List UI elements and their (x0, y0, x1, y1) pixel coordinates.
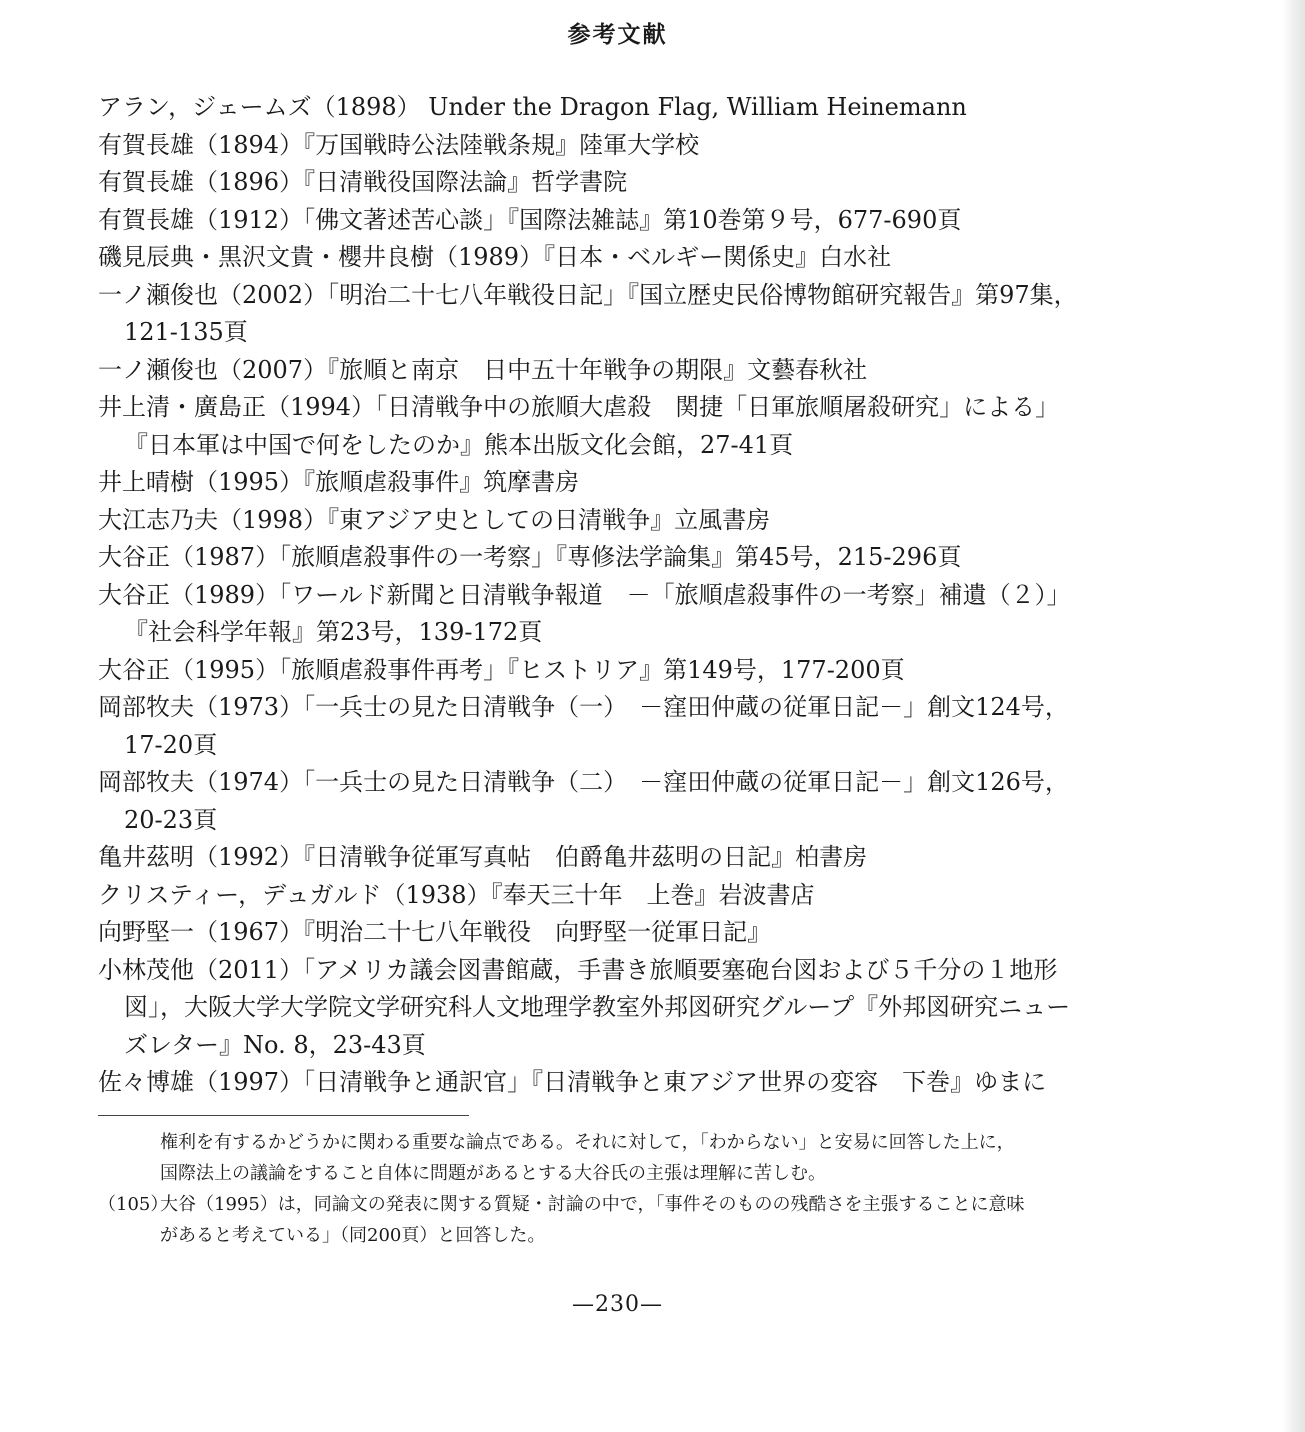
reference-entry (98, 877, 1143, 915)
page-title: 参考文献 (567, 21, 668, 48)
reference-line: 磯見辰典・黒沢文貴・櫻井良樹（1989）『日本・ベルギー関係史』白水社 (98, 243, 892, 271)
reference-entry (98, 1064, 1143, 1102)
reference-line: 図」，大阪大学大学院文学研究科人文地理学教室外邦図研究グループ『外邦図研究ニュー (124, 993, 1071, 1021)
footnote-line: があると考えている」（同200頁）と回答した。 (160, 1225, 546, 1246)
reference-line: 井上清・廣島正（1994）「日清戦争中の旅順大虐殺 関捷「日軍旅順屠殺研究」による」 (98, 393, 1060, 421)
reference-entry (98, 914, 1143, 952)
reference-line: 17-20頁 (124, 730, 218, 759)
reference-line: 『社会科学年報』第23号，139-172頁 (124, 618, 543, 646)
reference-line: 一ノ瀬俊也（2002）「明治二十七八年戦役日記」『国立歴史民俗博物館研究報告』第97集， (98, 280, 1078, 309)
reference-entry (98, 764, 1143, 839)
reference-line: 岡部牧夫（1974）「一兵士の見た日清戦争（二） －窪田仲蔵の従軍日記－」創文126号， (98, 768, 1069, 796)
reference-entry (98, 352, 1143, 390)
footnote-list (98, 1127, 1143, 1251)
reference-line: 向野堅一（1967）『明治二十七八年戦役 向野堅一従軍日記』 (98, 918, 772, 946)
reference-entry (98, 164, 1143, 202)
reference-line: 有賀長雄（1894）『万国戦時公法陸戦条規』陸軍大学校 (98, 130, 700, 159)
reference-entry (98, 502, 1143, 540)
reference-entry (98, 127, 1143, 165)
reference-entry (98, 839, 1143, 877)
reference-line: 大谷正（1987）「旅順虐殺事件の一考察」『専修法学論集』第45号，215-296頁 (98, 543, 962, 571)
reference-entry (98, 464, 1143, 502)
reference-entry (98, 539, 1143, 577)
reference-entry (98, 577, 1143, 652)
page-edge-shadow (1283, 0, 1305, 1432)
reference-line: 亀井茲明（1992）『日清戦争従軍写真帖 伯爵亀井茲明の日記』柏書房 (98, 843, 868, 871)
reference-entry (98, 202, 1143, 240)
footnote (98, 1127, 1143, 1189)
footnote-line: 国際法上の議論をすること自体に問題があるとする大谷氏の主張は理解に苦しむ。 (160, 1163, 826, 1184)
reference-entry (98, 89, 1143, 127)
reference-line: 大江志乃夫（1998）『東アジア史としての日清戦争』立風書房 (98, 505, 771, 534)
reference-entry (98, 389, 1143, 464)
footnote-divider (98, 1115, 469, 1116)
reference-line: 岡部牧夫（1973）「一兵士の見た日清戦争（一） －窪田仲蔵の従軍日記－」創文124号， (98, 693, 1069, 721)
reference-line: アラン，ジェームズ（1898） Under the Dragon Flag, William Heinemann (98, 93, 967, 121)
reference-line: クリスティー，デュガルド（1938）『奉天三十年 上巻』岩波書店 (98, 880, 815, 909)
reference-line: 佐々博雄（1997）「日清戦争と通訳官」『日清戦争と東アジア世界の変容 下巻』ゆまに (98, 1068, 1047, 1096)
footnote-line: 大谷（1995）は，同論文の発表に関する質疑・討論の中で，「事件そのものの残酷さを主張することに意味 (160, 1194, 1025, 1215)
reference-line: 小林茂他（2011）「アメリカ議会図書館蔵，手書き旅順要塞砲台図および５千分の１地形 (98, 955, 1058, 984)
page-number: —230— (572, 1292, 663, 1317)
reference-line: 有賀長雄（1896）『日清戦役国際法論』哲学書院 (98, 168, 628, 196)
reference-entry (98, 277, 1143, 352)
reference-line: ズレター』No. 8，23-43頁 (124, 1030, 426, 1059)
footnote-number: （105） (98, 1194, 169, 1215)
reference-line: 20-23頁 (124, 805, 218, 834)
reference-line: 『日本軍は中国で何をしたのか』熊本出版文化会館，27-41頁 (124, 430, 794, 459)
reference-line: 大谷正（1989）「ワールド新聞と日清戦争報道 －「旅順虐殺事件の一考察」補遺（２）」 (98, 580, 1071, 609)
footnote-line: 権利を有するかどうかに関わる重要な論点である。それに対して，「わからない」と安易に回答した上に， (160, 1132, 1015, 1153)
reference-line: 121-135頁 (124, 318, 248, 346)
reference-line: 大谷正（1995）「旅順虐殺事件再考」『ヒストリア』第149号，177-200頁 (98, 655, 905, 684)
reference-entry (98, 652, 1143, 690)
reference-entry (98, 689, 1143, 764)
reference-entry (98, 239, 1143, 277)
reference-entry (98, 952, 1143, 1065)
reference-line: 有賀長雄（1912）「佛文著述苦心談」『国際法雑誌』第10巻第９号，677-690頁 (98, 205, 962, 234)
reference-line: 井上晴樹（1995）『旅順虐殺事件』筑摩書房 (98, 468, 580, 496)
footnote (98, 1189, 1143, 1251)
reference-list (98, 89, 1143, 1102)
reference-line: 一ノ瀬俊也（2007）『旅順と南京 日中五十年戦争の期限』文藝春秋社 (98, 355, 868, 384)
